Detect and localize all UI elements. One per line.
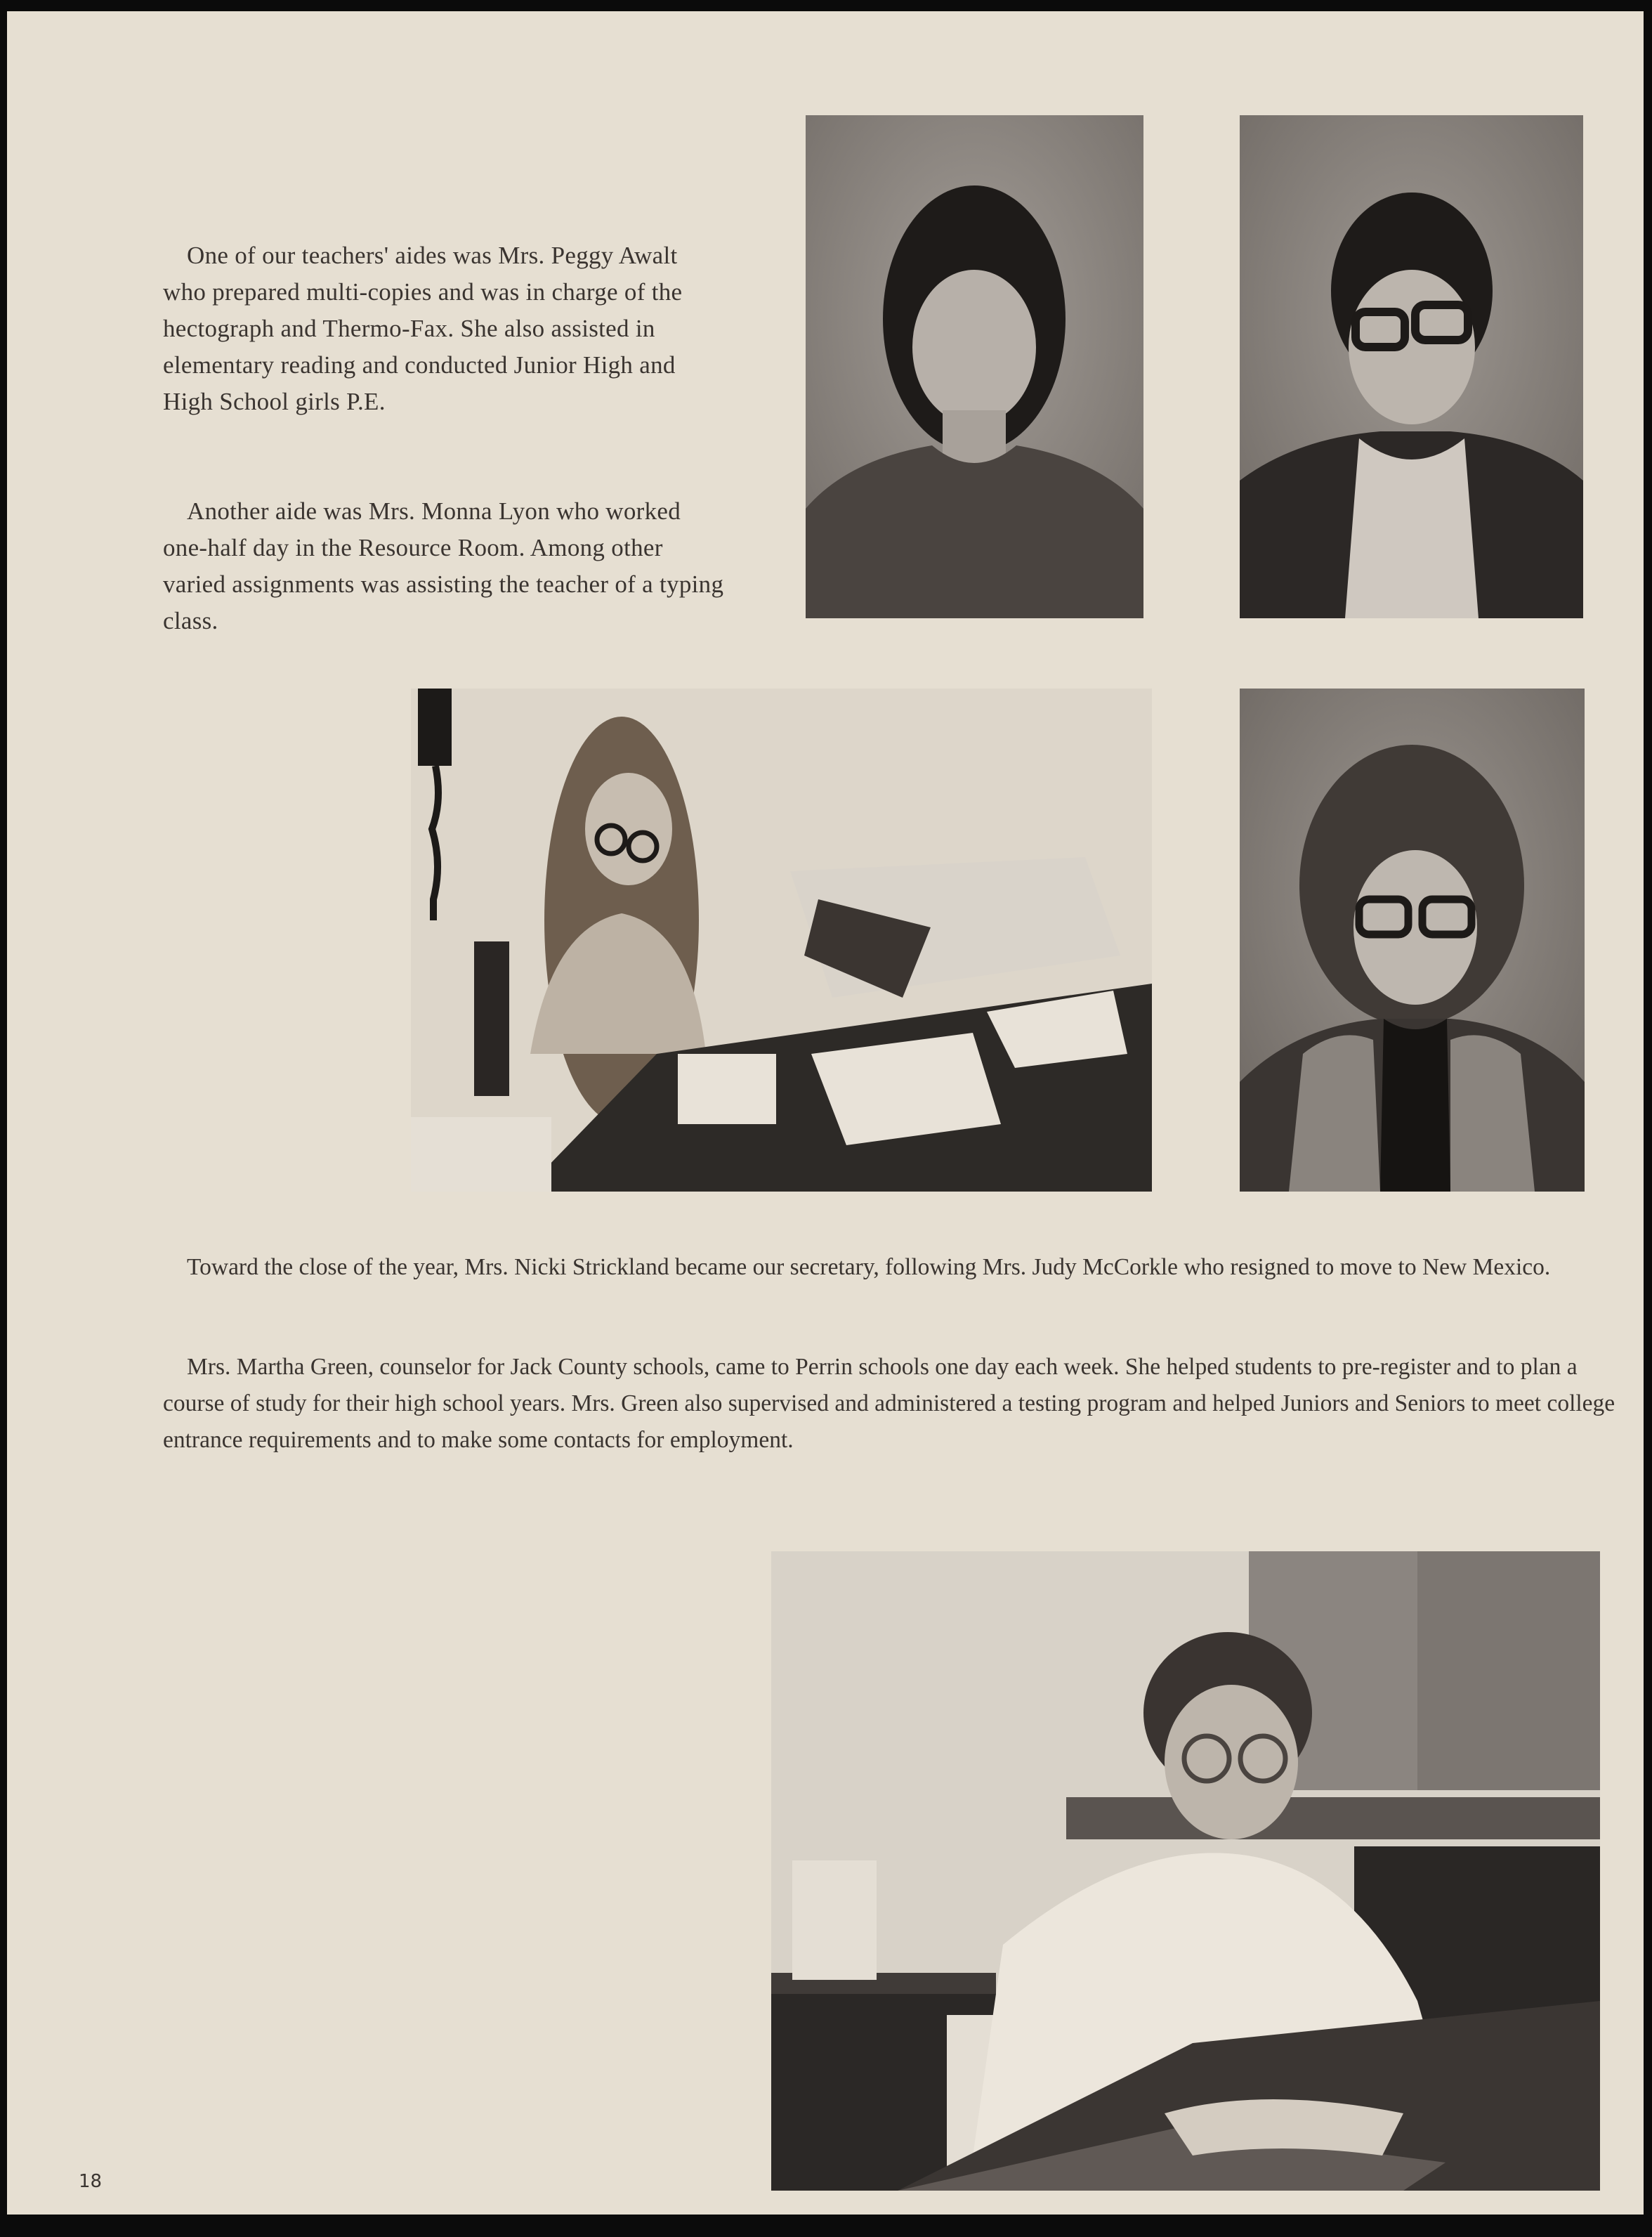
portrait-image-3 bbox=[1240, 689, 1585, 1192]
yearbook-page bbox=[7, 11, 1644, 2215]
paragraph-secretary-text: Toward the close of the year, Mrs. Nicki Strickland became our secretary, following Mrs. Judy McCorkle who resigned to move to New Mexico. bbox=[187, 1254, 1551, 1280]
typist-photo bbox=[411, 689, 1152, 1192]
portrait-image-1 bbox=[806, 115, 1143, 618]
paragraph-awalt bbox=[163, 237, 725, 420]
typist-image bbox=[411, 689, 1152, 1192]
counselor-photo bbox=[771, 1551, 1600, 2191]
wall-phone bbox=[418, 689, 452, 766]
paragraph-counselor-text: Mrs. Martha Green, counselor for Jack County schools, came to Perrin schools one day each week. She helped students to pre-register and to plan a course of study for their high school years. Mrs. Green also supervised and administered a testing program and helped Juniors and Seniors to meet college entrance requirements and to make some contacts for employment. bbox=[163, 1354, 1615, 1453]
paragraph-secretary bbox=[163, 1249, 1631, 1286]
paragraph-lyon bbox=[163, 493, 725, 639]
paragraph-counselor bbox=[163, 1349, 1631, 1459]
portrait-image-2 bbox=[1240, 115, 1583, 618]
counselor-image bbox=[771, 1551, 1600, 2191]
page-number: 18 bbox=[79, 2171, 103, 2192]
portrait-photo-3 bbox=[1240, 689, 1585, 1192]
paragraph-lyon-text: Another aide was Mrs. Monna Lyon who worked one-half day in the Resource Room. Among other varied assignments was assisting the teacher of a typing class. bbox=[163, 497, 724, 634]
portrait-photo-2 bbox=[1240, 115, 1583, 618]
paragraph-awalt-text: One of our teachers' aides was Mrs. Peggy Awalt who prepared multi-copies and was in charge of the hectograph and Thermo-Fax. She also assisted in elementary reading and conducted Junior High and High School girls P.E. bbox=[163, 242, 683, 415]
portrait-photo-1 bbox=[806, 115, 1143, 618]
